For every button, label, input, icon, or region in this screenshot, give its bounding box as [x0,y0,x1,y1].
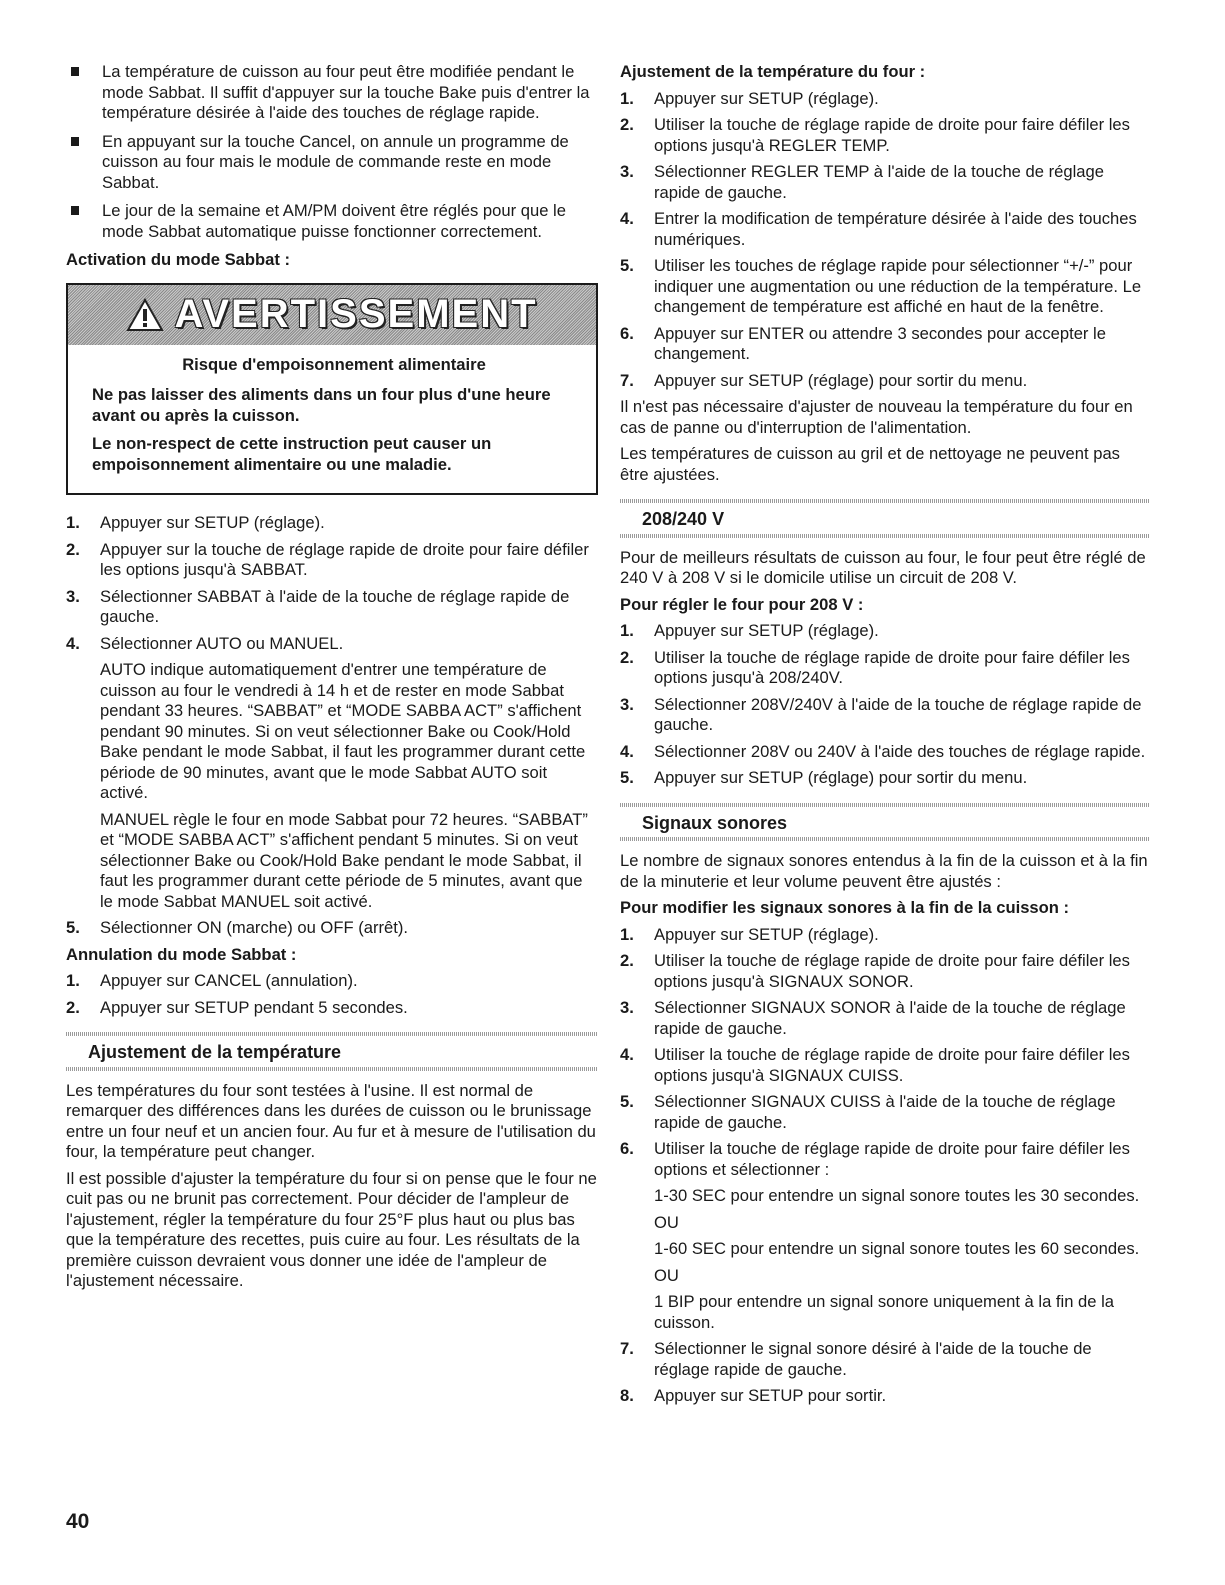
list-item: 4. Sélectionner AUTO ou MANUEL. [66,633,344,653]
manuel-paragraph: MANUEL règle le four en mode Sabbat pour 72 heures. “SABBAT” et “MODE SABBA ACT” s'affichent pendant 5 minutes. Si on veut sélectionner Bake ou Cook/Hold Bake pendant le mode Sabbat, il faut les programmer durant cette période de 5 minutes, avant que le mode Sabbat MANUEL soit activé. [100,809,588,911]
list-item: 3. Sélectionner SIGNAUX SONOR à l'aide de la touche de réglage rapide de gauche. [620,998,1126,1038]
list-item: 2. Utiliser la touche de réglage rapide de droite pour faire défiler les options jusqu'à REGLER TEMP. [620,115,1130,155]
list-item-text: En appuyant sur la touche Cancel, on annule un programme de cuisson au four mais le module de commande reste en mode Sabbat. [102,131,569,192]
list-item: 1. Appuyer sur SETUP (réglage). [620,621,879,640]
or-text: OU [654,1212,679,1232]
list-item: 4. Utiliser la touche de réglage rapide de droite pour faire défiler les options jusqu'à SIGNAUX CUISS. [620,1045,1130,1085]
paragraph: Les températures du four sont testées à l'usine. Il est normal de remarquer des différences dans les durées de cuisson ou le brunissage entre un four neuf et un ancien four. Au fur et à mesure de l'utilisation du four, la température peut changer. [66,1080,596,1161]
option-text: 1 BIP pour entendre un signal sonore uniquement à la fin de la cuisson. [654,1292,1115,1332]
list-item: 1. Appuyer sur CANCEL (annulation). [66,971,358,990]
list-item: 2. Utiliser la touche de réglage rapide de droite pour faire défiler les options jusqu'à SIGNAUX SONOR. [620,951,1130,991]
bullet-icon [71,137,79,146]
paragraph: Pour de meilleurs résultats de cuisson au four, le four peut être réglé de 240 V à 208 V si le domicile utilise un circuit de 208 V. [620,547,1146,587]
option-text: 1-60 SEC pour entendre un signal sonore toutes les 60 secondes. [654,1239,1140,1258]
list-item: 2. Appuyer sur SETUP pendant 5 secondes. [66,997,408,1017]
list-item [66,132,598,194]
warning-triangle-icon [126,298,164,332]
list-item: 3. Sélectionner 208V/240V à l'aide de la touche de réglage rapide de gauche. [620,694,1142,734]
list-item: 3. Sélectionner SABBAT à l'aide de la touche de réglage rapide de gauche. [66,586,570,626]
warning-header [68,285,596,345]
activation-heading: Activation du mode Sabbat : [66,250,291,269]
section-heading-signaux: Signaux sonores [620,803,1150,842]
warning-title: AVERTISSEMENT [174,292,538,337]
list-item: 6. Appuyer sur ENTER ou attendre 3 secondes pour accepter le changement. [620,323,1106,363]
warning-subtitle: Risque d'empoisonnement alimentaire [182,354,486,374]
left-column [66,62,598,1298]
auto-paragraph: AUTO indique automatiquement d'entrer une température de cuisson au four le vendredi à 14 h et de rester en mode Sabbat pendant 33 heures. “SABBAT” et “MODE SABBA ACT” s'affichent pendant 90 minutes. Si on veut sélectionner Bake ou Cook/Hold Bake pendant le mode Sabbat, il faut les programmer durant cette période de 90 minutes, avant que le mode Sabbat AUTO soit activé. [100,660,586,802]
list-item: 6. Utiliser la touche de réglage rapide de droite pour faire défiler les options et sélectionner : [620,1139,1130,1179]
list-item: 5. Sélectionner SIGNAUX CUISS à l'aide de la touche de réglage rapide de gauche. [620,1092,1116,1132]
list-item: 1. Appuyer sur SETUP (réglage). [620,88,879,108]
warning-text: Le non-respect de cette instruction peut causer un empoisonnement alimentaire ou une maladie. [92,434,492,474]
list-item: 5. Sélectionner ON (marche) ou OFF (arrêt). [66,918,408,937]
bullet-icon [71,67,79,76]
list-item: 3. Sélectionner REGLER TEMP à l'aide de la touche de réglage rapide de gauche. [620,162,1104,202]
warning-text: Ne pas laisser des aliments dans un four plus d'une heure avant ou après la cuisson. [92,385,551,425]
list-item: 8. Appuyer sur SETUP pour sortir. [620,1386,887,1405]
four-heading: Ajustement de la température du four : [620,62,926,81]
right-column [620,62,1150,1413]
section-heading-ajustement: Ajustement de la température [66,1032,598,1071]
list-item: 5. Utiliser les touches de réglage rapide pour sélectionner “+/-” pour indiquer une augmentation ou une réduction de la température. Le changement de température est affiché en haut de la fenêtre. [620,256,1142,316]
paragraph: Il n'est pas nécessaire d'ajuster de nouveau la température du four en cas de panne ou d'interruption de l'alimentation. [620,397,1133,437]
list-item-text: Le jour de la semaine et AM/PM doivent être réglés pour que le mode Sabbat automatique puisse fonctionner correctement. [102,201,566,241]
list-item: 4. Sélectionner 208V ou 240V à l'aide des touches de réglage rapide. [620,741,1146,761]
option-text: 1-30 SEC pour entendre un signal sonore toutes les 30 secondes. [654,1186,1140,1205]
or-text: OU [654,1265,679,1285]
list-item: 2. Utiliser la touche de réglage rapide de droite pour faire défiler les options jusqu'à 208/240V. [620,647,1130,687]
list-item-text: La température de cuisson au four peut être modifiée pendant le mode Sabbat. Il suffit d'appuyer sur la touche Bake puis d'entrer la température désirée à l'aide des touches de réglage rapide. [102,62,590,122]
signaux-heading: Pour modifier les signaux sonores à la fin de la cuisson : [620,898,1070,917]
list-item: 7. Sélectionner le signal sonore désiré à l'aide de la touche de réglage rapide de gauche. [620,1339,1092,1379]
list-item: 1. Appuyer sur SETUP (réglage). [620,924,879,944]
paragraph: Le nombre de signaux sonores entendus à la fin de la cuisson et à la fin de la minuterie et leur volume peuvent être ajustés : [620,851,1148,891]
list-item [66,201,598,242]
list-item: 7. Appuyer sur SETUP (réglage) pour sortir du menu. [620,370,1028,390]
bullet-icon [71,206,79,215]
page-number: 40 [66,1510,90,1533]
paragraph: Il est possible d'ajuster la température du four si on pense que le four ne cuit pas ou ne brunit pas correctement. Pour décider de l'ampleur de l'ajustement, régler la température du four 25°F plus haut ou plus bas que la température des recettes, puis cuire au four. Les résultats de la première cuisson devraient vous donner une idée de l'ampleur de l'ajustement nécessaire. [66,1168,597,1290]
paragraph: Les températures de cuisson au gril et de nettoyage ne peuvent pas être ajustées. [620,444,1120,484]
warning-box [66,283,598,496]
list-item: 4. Entrer la modification de température désirée à l'aide des touches numériques. [620,209,1137,249]
list-item: 2. Appuyer sur la touche de réglage rapide de droite pour faire défiler les options jusqu'à SABBAT. [66,539,589,579]
section-heading-voltage: 208/240 V [620,499,1150,538]
voltage-heading: Pour régler le four pour 208 V : [620,594,864,614]
annulation-heading: Annulation du mode Sabbat : [66,944,297,964]
list-item: 1. Appuyer sur SETUP (réglage). [66,513,325,532]
list-item: 5. Appuyer sur SETUP (réglage) pour sortir du menu. [620,768,1028,787]
list-item [66,62,598,124]
